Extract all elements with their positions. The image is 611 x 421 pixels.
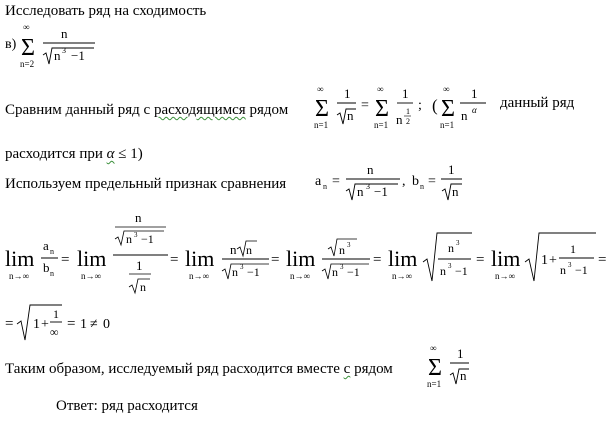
svg-text:1: 1 <box>33 317 40 332</box>
svg-text:n: n <box>452 184 459 199</box>
svg-text:n=1: n=1 <box>440 120 455 130</box>
svg-text:a: a <box>43 238 49 253</box>
svg-text:n: n <box>560 263 566 277</box>
sum-lower: n=2 <box>20 59 35 69</box>
svg-text:+: + <box>549 253 557 268</box>
svg-text:n: n <box>339 243 345 257</box>
svg-text:≠: ≠ <box>90 317 98 332</box>
svg-text:=: = <box>476 252 485 268</box>
svg-text:1: 1 <box>471 86 478 101</box>
svg-text:=: = <box>67 316 76 332</box>
svg-text:lim: lim <box>185 246 215 271</box>
svg-text:n: n <box>126 232 132 246</box>
svg-text:n=1: n=1 <box>374 120 389 130</box>
svg-text:lim: lim <box>77 246 107 271</box>
svg-text:lim: lim <box>491 246 521 271</box>
svg-text:1: 1 <box>80 317 87 332</box>
svg-text:3: 3 <box>448 262 452 270</box>
svg-text:n: n <box>323 182 327 191</box>
svg-text:n: n <box>140 280 146 294</box>
svg-text:=: = <box>598 252 607 268</box>
svg-text:3: 3 <box>134 231 138 239</box>
svg-text:1: 1 <box>344 86 351 101</box>
compare-text: Сравним данный ряд с расходящимся рядом <box>5 102 289 118</box>
svg-text:n: n <box>357 184 364 199</box>
svg-text:n=1: n=1 <box>314 120 329 130</box>
svg-text:α: α <box>472 105 477 115</box>
svg-text:n: n <box>396 112 403 127</box>
conclusion-text: Таким образом, исследуемый ряд расходится вместе с рядом <box>5 361 393 377</box>
svg-text:n→∞: n→∞ <box>290 271 310 281</box>
den-exp: 3 <box>62 46 66 55</box>
svg-text:2: 2 <box>406 117 410 126</box>
den-n: n <box>54 48 61 63</box>
svg-text:∞: ∞ <box>50 325 59 339</box>
svg-text:Σ: Σ <box>441 96 455 122</box>
final-result <box>0 300 150 350</box>
svg-text:n: n <box>461 108 468 123</box>
svg-text:b: b <box>412 174 419 189</box>
task-formula <box>0 22 150 72</box>
svg-text:1: 1 <box>402 86 409 101</box>
svg-text:3: 3 <box>568 261 572 269</box>
svg-text:n: n <box>420 182 424 191</box>
svg-text:=: = <box>170 252 179 268</box>
sigma-symbol: Σ <box>21 35 35 61</box>
svg-text:−1: −1 <box>141 232 154 246</box>
svg-text:=: = <box>61 252 70 268</box>
svg-text:n→∞: n→∞ <box>189 271 209 281</box>
compare-line2: расходится при α ≤ 1) <box>5 146 143 162</box>
svg-text:n: n <box>440 264 446 278</box>
svg-text:1: 1 <box>541 253 548 268</box>
conclusion-formula <box>423 341 483 393</box>
svg-text:n: n <box>460 368 467 383</box>
svg-text:n: n <box>367 162 374 177</box>
svg-text:∞: ∞ <box>377 84 384 94</box>
svg-text:1: 1 <box>457 346 464 361</box>
svg-text:−1: −1 <box>575 263 588 277</box>
task-title: Исследовать ряд на сходимость <box>5 3 207 19</box>
svg-text:n→∞: n→∞ <box>81 271 101 281</box>
svg-text:n: n <box>135 210 142 225</box>
svg-text:∞: ∞ <box>443 84 450 94</box>
svg-text:=: = <box>271 252 280 268</box>
svg-text:a: a <box>315 174 322 189</box>
fraction-numerator: n <box>61 26 68 41</box>
svg-text:n: n <box>448 241 454 255</box>
svg-text:n: n <box>246 243 252 257</box>
svg-text:;: ; <box>418 98 422 113</box>
svg-text:1: 1 <box>406 107 410 116</box>
svg-text:∞: ∞ <box>317 84 324 94</box>
svg-text:−1: −1 <box>347 265 360 279</box>
squiggle-word: расходящимся <box>153 102 246 118</box>
svg-text:=: = <box>373 252 382 268</box>
svg-text:=: = <box>332 174 340 189</box>
svg-text:3: 3 <box>347 241 351 249</box>
svg-text:=: = <box>5 316 14 332</box>
svg-text:3: 3 <box>456 239 460 247</box>
svg-text:−1: −1 <box>247 265 260 279</box>
svg-text:n=1: n=1 <box>427 379 442 389</box>
svg-text:b: b <box>43 260 50 275</box>
svg-text:1: 1 <box>136 258 143 273</box>
item-label: в) <box>5 37 17 52</box>
svg-text:=: = <box>428 174 436 189</box>
answer-text: Ответ: ряд расходится <box>56 398 198 414</box>
svg-text:n: n <box>50 269 54 278</box>
svg-text:lim: lim <box>5 246 35 271</box>
svg-text:3: 3 <box>240 263 244 271</box>
svg-text:Σ: Σ <box>315 96 329 122</box>
svg-text:n→∞: n→∞ <box>392 271 412 281</box>
svg-text:Σ: Σ <box>375 96 389 122</box>
svg-text:(: ( <box>432 96 438 115</box>
svg-text:+: + <box>41 317 49 332</box>
compare-formulas <box>310 80 611 142</box>
svg-text:n→∞: n→∞ <box>495 271 515 281</box>
limit-chain <box>0 208 611 300</box>
svg-text:n: n <box>50 247 54 256</box>
sum-upper: ∞ <box>23 22 30 32</box>
svg-text:−1: −1 <box>374 184 388 199</box>
svg-text:3: 3 <box>340 263 344 271</box>
svg-text:,: , <box>402 174 406 189</box>
svg-text:lim: lim <box>388 246 418 271</box>
svg-text:n→∞: n→∞ <box>9 271 29 281</box>
svg-text:=: = <box>361 98 369 113</box>
svg-text:данный ряд: данный ряд <box>500 95 575 111</box>
svg-text:n: n <box>332 265 338 279</box>
svg-text:∞: ∞ <box>430 343 437 353</box>
svg-text:1: 1 <box>448 162 455 177</box>
svg-text:1: 1 <box>53 307 59 321</box>
svg-text:3: 3 <box>366 182 370 191</box>
den-tail: −1 <box>71 48 85 63</box>
svg-text:lim: lim <box>286 246 316 271</box>
svg-text:n: n <box>230 242 237 257</box>
squiggle-word: с <box>343 361 351 377</box>
svg-text:n: n <box>347 108 354 123</box>
limit-test-text: Используем предельный признак сравнения <box>5 176 287 192</box>
svg-text:0: 0 <box>103 317 110 332</box>
svg-text:Σ: Σ <box>428 355 442 381</box>
svg-text:n: n <box>232 265 238 279</box>
svg-text:−1: −1 <box>455 264 468 278</box>
an-bn-definitions <box>310 158 480 208</box>
svg-text:1: 1 <box>570 242 576 256</box>
